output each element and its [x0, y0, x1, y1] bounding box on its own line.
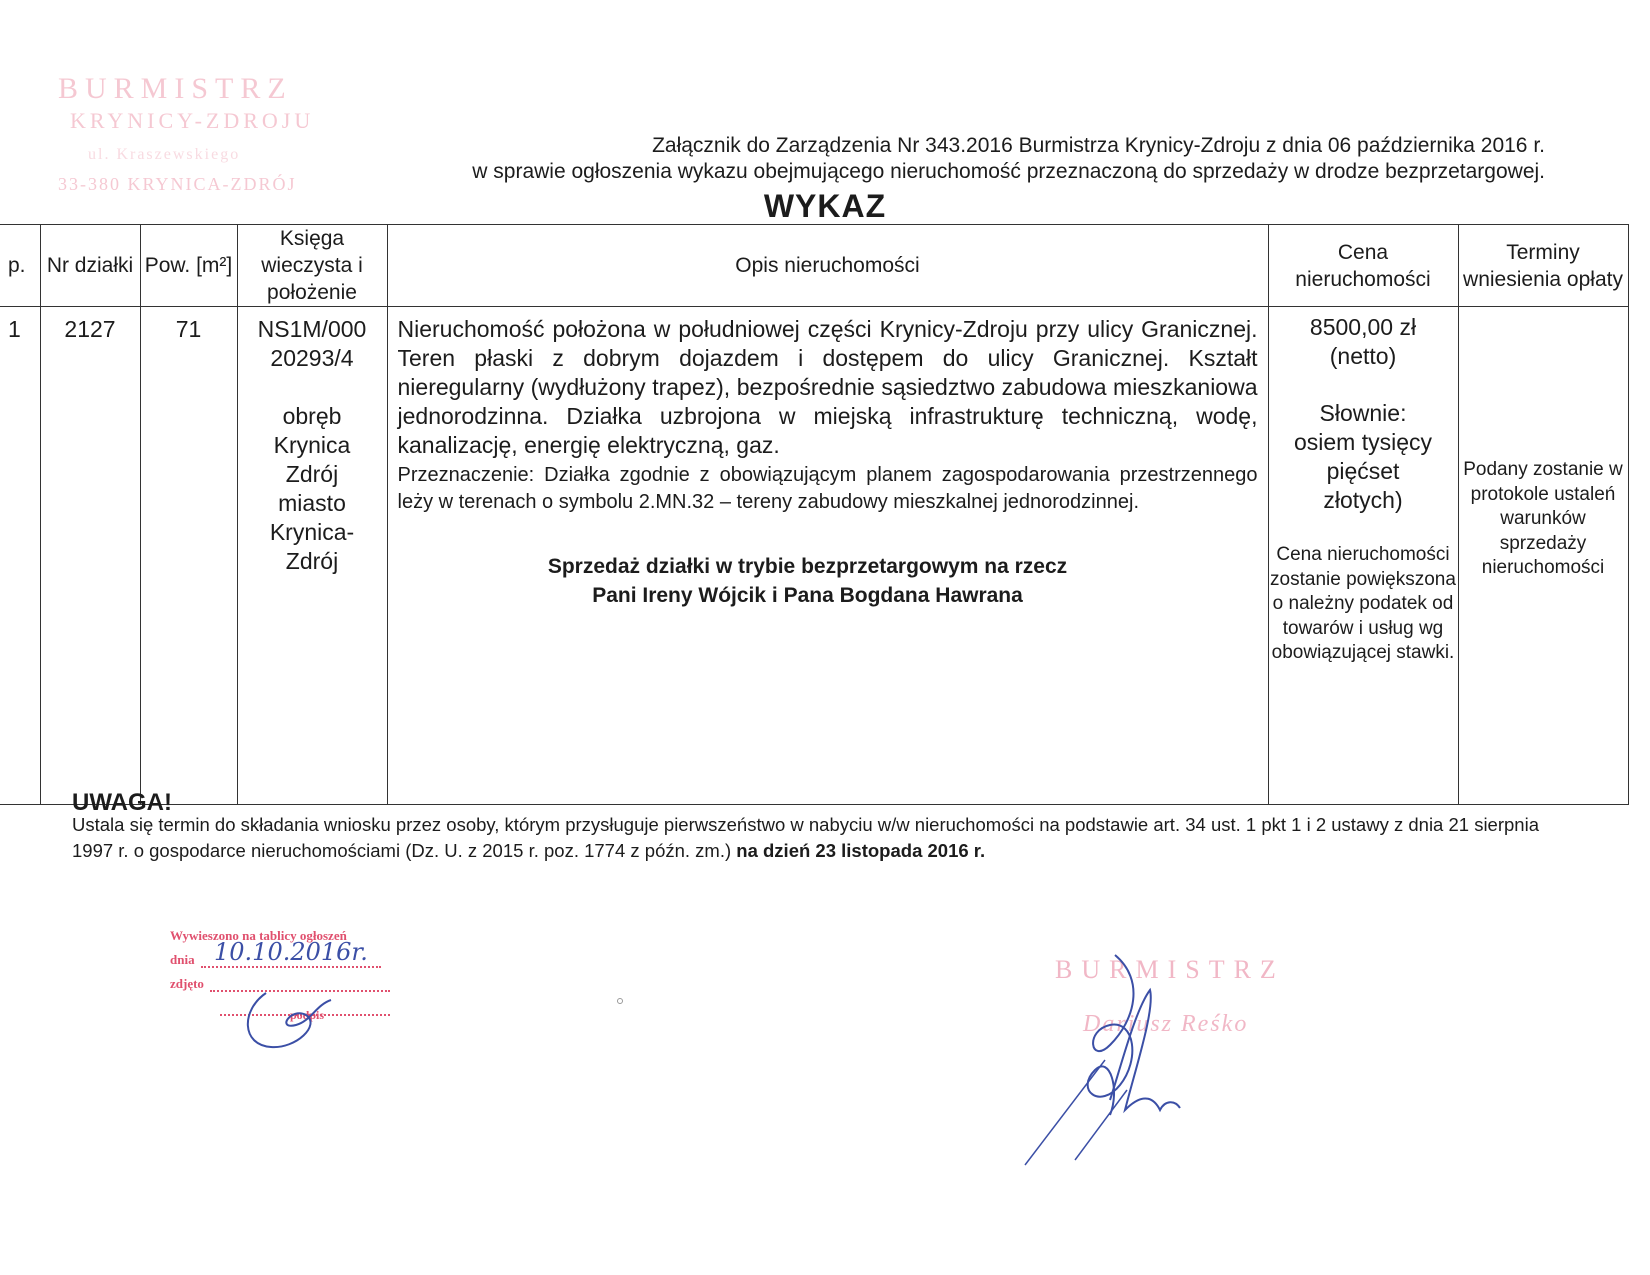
vat-note: Cena nieruchomości zostanie powiększona o należny podatek od towarów i usług wg obowiązującej stawki. — [1270, 544, 1456, 663]
property-list-table — [0, 224, 1629, 805]
price-words-2: osiem tysięcy — [1293, 429, 1433, 455]
price-words-3: pięćset — [1326, 458, 1400, 484]
price-net: (netto) — [1329, 343, 1397, 369]
kw-number-2: 20293/4 — [270, 345, 354, 371]
cell-land-register — [237, 307, 387, 805]
location-line-6: Zdrój — [285, 548, 339, 574]
description-purpose: Przeznaczenie: Działka zgodnie z obowiązującym planem zagospodarowania przestrzennego leży w terenach o symbolu 2.MN.32 – tereny zabudowy mieszkalnej jednorodzinnej. — [397, 464, 1258, 513]
posting-stamp-header: Wywieszono na tablicy ogłoszeń — [170, 928, 347, 943]
price-words-1: Słownie: — [1319, 400, 1407, 426]
table-row — [0, 307, 1628, 805]
cell-payment-terms — [1458, 307, 1628, 805]
header-description: Opis nieruchomości — [387, 225, 1268, 307]
location-line-3: Zdrój — [285, 461, 339, 487]
header-lp: p. — [0, 225, 40, 307]
attachment-subject: w sprawie ogłoszenia wykazu obejmującego nieruchomość przeznaczoną do sprzedaży w drodze bezprzetargowej. — [472, 160, 1545, 183]
location-line-5: Krynica- — [269, 519, 355, 545]
kw-number-1: NS1M/000 — [257, 316, 367, 342]
location-line-1: obręb — [282, 403, 342, 429]
header-plot-number: Nr działki — [40, 225, 140, 307]
description-main: Nieruchomość położona w południowej części Krynicy-Zdroju przy ulicy Granicznej. Teren płaski z dobrym dojazdem i dostępem do ulicy Granicznej. Kształt nieregularny (wydłużony trapez), bezpośrednie sąsiedztwo zabudowa mieszkaniowa jednorodzinna. Działka uzbrojona w miejską infrastrukturę techniczną, wodę, kanalizację, energię elektryczną, gaz. — [397, 316, 1258, 458]
stamp-br-line-1: BURMISTRZ — [1055, 955, 1285, 984]
attachment-header: Załącznik do Zarządzenia Nr 343.2016 Burmistrza Krynicy-Zdroju z dnia 06 października 2016 r. — [652, 134, 1545, 157]
cell-description — [387, 307, 1268, 805]
header-land-register: Księga wieczysta i położenie — [237, 225, 387, 307]
notice-body: Ustala się termin do składania wniosku przez osoby, którym przysługuje pierwszeństwo w nabyciu w/w nieruchomości na podstawie art. 34 ust. 1 pkt 1 i 2 ustawy z dnia 21 sierpnia 1997 r. o gospodarce nieruchomościami (Dz. U. z 2015 r. poz. 1774 z późn. zm.) — [72, 814, 1539, 861]
document-title: WYKAZ — [763, 188, 887, 224]
signature-label: podpis — [290, 1008, 325, 1022]
posting-date-row — [170, 938, 440, 976]
stamp-line-2: KRYNICY-ZDROJU — [70, 108, 315, 133]
header-payment-terms: Terminy wniesienia opłaty — [1458, 225, 1628, 307]
table-header-row — [0, 225, 1628, 307]
posting-date-label: dnia — [170, 952, 195, 967]
stamp-line-1: BURMISTRZ — [58, 72, 293, 105]
cell-lp: 1 — [0, 307, 40, 805]
notice-title: UWAGA! — [72, 789, 172, 816]
price-value: 8500,00 zł — [1309, 314, 1417, 340]
posting-date-handwritten: 10.10.2016r. — [214, 938, 368, 966]
notice-deadline: na dzień 23 listopada 2016 r. — [736, 840, 986, 861]
removal-label: zdjęto — [170, 976, 204, 991]
stamp-line-3: ul. Kraszewskiego — [88, 146, 241, 163]
cell-area: 71 — [140, 307, 237, 805]
location-line-2: Krynica — [273, 432, 351, 458]
terms-note: Podany zostanie w protokole ustaleń warunków sprzedaży nieruchomości — [1463, 459, 1623, 578]
cell-price — [1268, 307, 1458, 805]
mayor-signature-icon — [1015, 950, 1245, 1170]
stamp-line-4: 33-380 KRYNICA-ZDRÓJ — [58, 174, 297, 194]
sale-line-1: Sprzedaż działki w trybie bezprzetargowym na rzecz — [547, 555, 1068, 578]
mayor-stamp-top-left — [58, 72, 358, 195]
sale-mode — [398, 552, 1258, 610]
location-line-4: miasto — [278, 490, 346, 516]
cell-plot-number: 2127 — [40, 307, 140, 805]
notice-text — [72, 812, 1552, 864]
scan-dot — [617, 998, 623, 1004]
header-price: Cena nieruchomości — [1268, 225, 1458, 307]
header-area: Pow. [m²] — [140, 225, 237, 307]
sale-line-2: Pani Ireny Wójcik i Pana Bogdana Hawrana — [592, 584, 1023, 607]
stamp-br-line-2: Dariusz Reśko — [1083, 1011, 1249, 1037]
posting-signature-icon — [236, 985, 346, 1055]
price-words-4: złotych) — [1323, 487, 1403, 513]
